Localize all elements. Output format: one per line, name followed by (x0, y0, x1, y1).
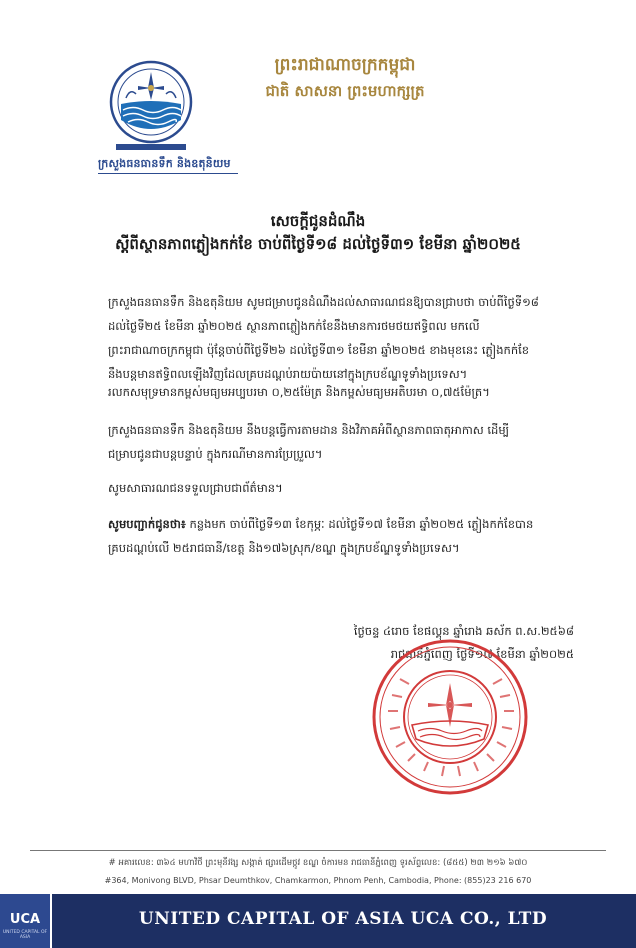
kingdom-motto-line-2: ជាតិ សាសនា ព្រះមហាក្សត្រ (265, 82, 425, 100)
footer-address-english: #364, Monivong BLVD, Phsar Deumthkov, Chamkarmon, Phnom Penh, Cambodia, Phone: (855)23 216 670 (104, 876, 532, 885)
body-paragraph-4: សូមសាធារណជនទទួលជ្រាបជាព័ត៌មាន។ (108, 481, 283, 495)
document-title: សេចក្តីជូនដំណឹង (270, 212, 366, 230)
company-banner (0, 894, 636, 948)
company-name: UNITED CAPITAL OF ASIA UCA CO., LTD (138, 909, 548, 929)
body-paragraph-2: រលកសមុទ្រមានកម្ពស់មធ្យមអប្បបរមា ០,២៥ម៉ែត្រ និងកម្ពស់មធ្យមអតិបរមា ០,៧៥ម៉ែត្រ។ (108, 385, 490, 399)
document-subtitle: ស្តីពីស្ថានភាពភ្លៀងកក់ខែ ចាប់ពីថ្ងៃទី១៨ ដល់ថ្ងៃទី៣១ ខែមីនា ឆ្នាំ២០២៥ (115, 235, 521, 253)
body-paragraph-5 (108, 512, 543, 560)
place-date: រាជធានីភ្នំពេញ ថ្ងៃទី១៧ ខែមីនា ឆ្នាំ២០២៥ (390, 647, 574, 661)
ministry-name: ក្រសួងធនធានទឹក និងឧតុនិយម (98, 157, 238, 174)
footer-address-khmer: # អគារលេខ: ៣៦៤ មហាវិថី ព្រះមុនីវង្ស សង្កាត់ ផ្សារដើមថ្កូវ ខណ្ឌ ចំការមន រាជធានីភ្នំពេញ ទូរស័ព្ទលេខ: (៨៥៥) ២៣ ២១៦ ៦៧០ (108, 858, 528, 868)
official-red-seal-icon (368, 635, 532, 799)
note-label: សូមបញ្ជាក់ជូនថា៖ (108, 517, 186, 531)
body-paragraph-3: ក្រសួងធនធានទឹក និងឧតុនិយម នឹងបន្តធ្វើការតាមដាន និងវិភាគអំពីស្ថានភាពធាតុអាកាស ដើម្បីជម្រាបជូនជាបន្តបន្ទាប់ ក្នុងករណីមានការប្រែប្រួល។ (108, 423, 510, 461)
uca-logo-subtext: UNITED CAPITAL OF ASIA (2, 930, 48, 940)
ministry-emblem-icon (108, 58, 194, 154)
footer-divider (30, 850, 606, 851)
note-text: កន្លងមក ចាប់ពីថ្ងៃទី១៣ ខែកុម្ភៈ ដល់ថ្ងៃទី១៧ ខែមីនា ឆ្នាំ២០២៥ ភ្លៀងកក់ខែបានគ្របដណ្តប់លើ ២៥រាជធានី/ខេត្ត និង១៧៦ស្រុក/ខណ្ឌ ក្នុងក្របខ័ណ្ឌទូទាំងប្រទេស។ (108, 517, 534, 555)
body-paragraph-1: ក្រសួងធនធានទឹក និងឧតុនិយម សូមជម្រាបជូនដំណឹងដល់សាធារណជនឱ្យបានជ្រាបថា ចាប់ពីថ្ងៃទី១៨ ដល់ថ្ងៃទី២៥ ខែមីនា ឆ្នាំ២០២៥ ស្ថានភាពភ្លៀងកក់ខែនឹងមានការថមថយឥទ្ធិពល មកលើព្រះរាជាណាចក្រកម្ពុជា ប៉ុន្តែចាប់ពីថ្ងៃទី២៦ ដល់ថ្ងៃទី៣១ ខែមីនា ឆ្នាំ២០២៥ ខាងមុខនេះ ភ្លៀងកក់ខែនឹងបន្តមានឥទ្ធិពលឡើងវិញដែលគ្របដណ្តប់រាយប៉ាយនៅក្នុងក្របខ័ណ្ឌទូទាំងប្រទេស។ (108, 295, 539, 381)
uca-logo-icon (0, 894, 52, 948)
uca-logo-text: UCA (9, 912, 41, 927)
kingdom-motto-line-1: ព្រះរាជាណាចក្រកម្ពុជា (274, 55, 416, 75)
lunar-date: ថ្ងៃចន្ទ ៤រោច ខែផល្គុន ឆ្នាំរោង ឆស័ក ព.ស.២៥៦៨ (353, 624, 574, 638)
